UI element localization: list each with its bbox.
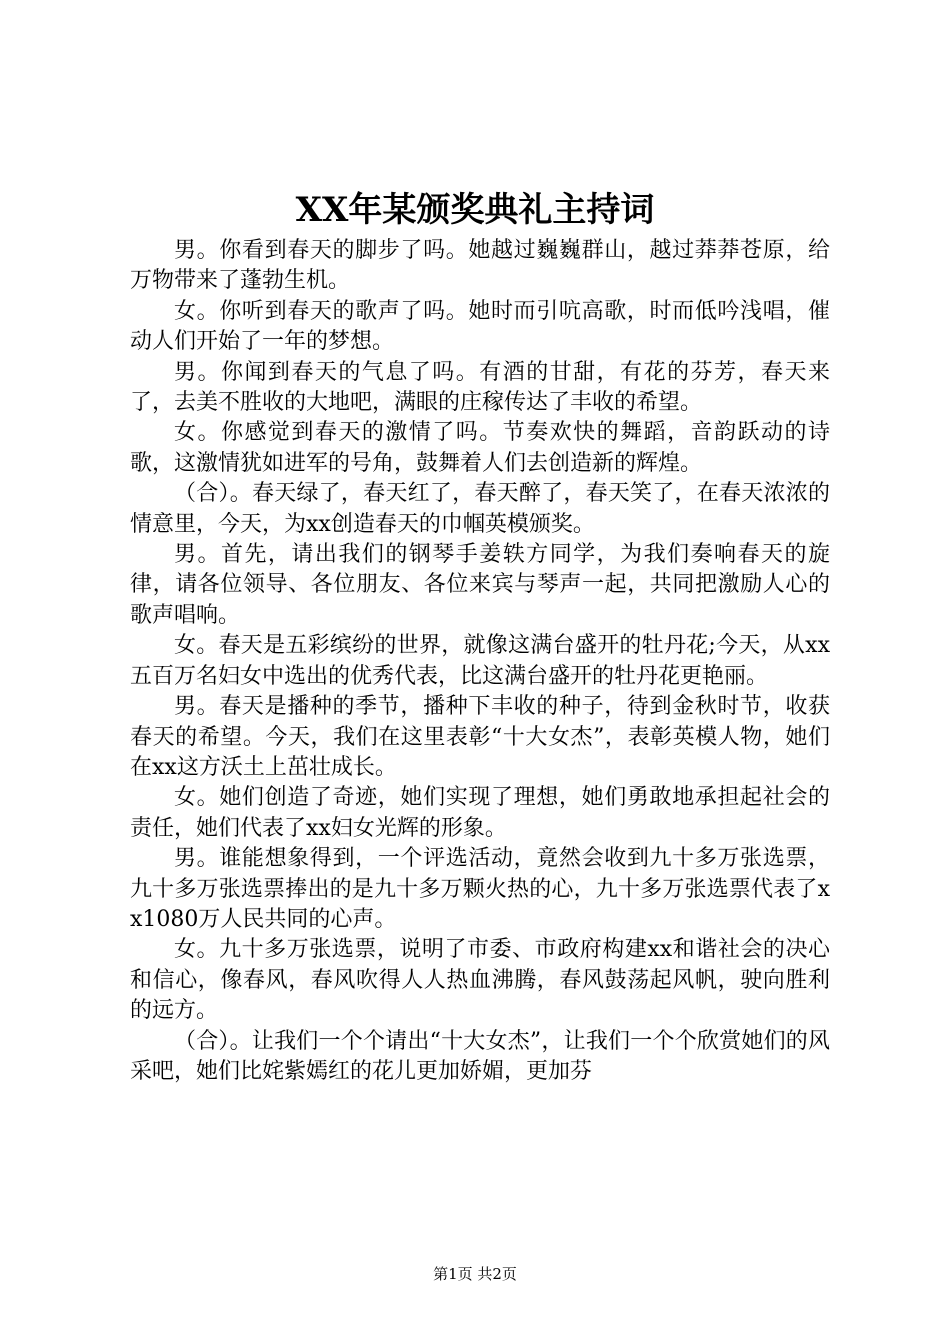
- paragraph-1: 男。你看到春天的脚步了吗。她越过巍巍群山，越过莽莽苍原，给万物带来了蓬勃生机。: [130, 238, 830, 294]
- paragraph-5: （合）。春天绿了，春天红了，春天醉了，春天笑了，在春天浓浓的情意里，今天，为xx创造春天的巾帼英模颁奖。: [130, 481, 830, 537]
- paragraph-4: 女。你感觉到春天的激情了吗。节奏欢快的舞蹈，音韵跃动的诗歌，这激情犹如进军的号角，鼓舞着人们去创造新的辉煌。: [130, 420, 830, 476]
- page-footer: 第1页 共2页: [433, 1265, 517, 1283]
- paragraph-3: 男。你闻到春天的气息了吗。有酒的甘甜，有花的芬芳，春天来了，去美不胜收的大地吧，满眼的庄稼传达了丰收的希望。: [130, 359, 830, 416]
- paragraph-2: 女。你听到春天的歌声了吗。她时而引吭高歌，时而低吟浅唱，催动人们开始了一年的梦想。: [130, 298, 830, 355]
- document-title: XX年某颁奖典礼主持词: [295, 190, 655, 230]
- paragraph-11: 女。九十多万张选票，说明了市委、市政府构建xx和谐社会的决心和信心，像春风，春风吹得人人热血沸腾，春风鼓荡起风帆，驶向胜利的远方。: [130, 937, 830, 1024]
- paragraph-6: 男。首先，请出我们的钢琴手姜轶方同学，为我们奏响春天的旋律，请各位领导、各位朋友、各位来宾与琴声一起，共同把激励人心的歌声唱响。: [130, 542, 830, 628]
- paragraph-10: 男。谁能想象得到，一个评选活动，竟然会收到九十多万张选票，九十多万张选票捧出的是九十多万颗火热的心，九十多万张选票代表了xx1080万人民共同的心声。: [130, 846, 830, 932]
- document-body: [130, 236, 830, 1087]
- paragraph-12: （合）。让我们一个个请出“十大女杰”，让我们一个个欣赏她们的风采吧，她们比姹紫嫣红的花儿更加娇媚，更加芬: [130, 1028, 830, 1084]
- paragraph-8: 男。春天是播种的季节，播种下丰收的种子，待到金秋时节，收获春天的希望。今天，我们在这里表彰“十大女杰”，表彰英模人物，她们在xx这方沃土上茁壮成长。: [130, 694, 830, 780]
- paragraph-9: 女。她们创造了奇迹，她们实现了理想，她们勇敢地承担起社会的责任，她们代表了xx妇女光辉的形象。: [130, 785, 830, 841]
- paragraph-7: 女。春天是五彩缤纷的世界，就像这满台盛开的牡丹花;今天，从xx五百万名妇女中选出的优秀代表，比这满台盛开的牡丹花更艳丽。: [130, 633, 830, 689]
